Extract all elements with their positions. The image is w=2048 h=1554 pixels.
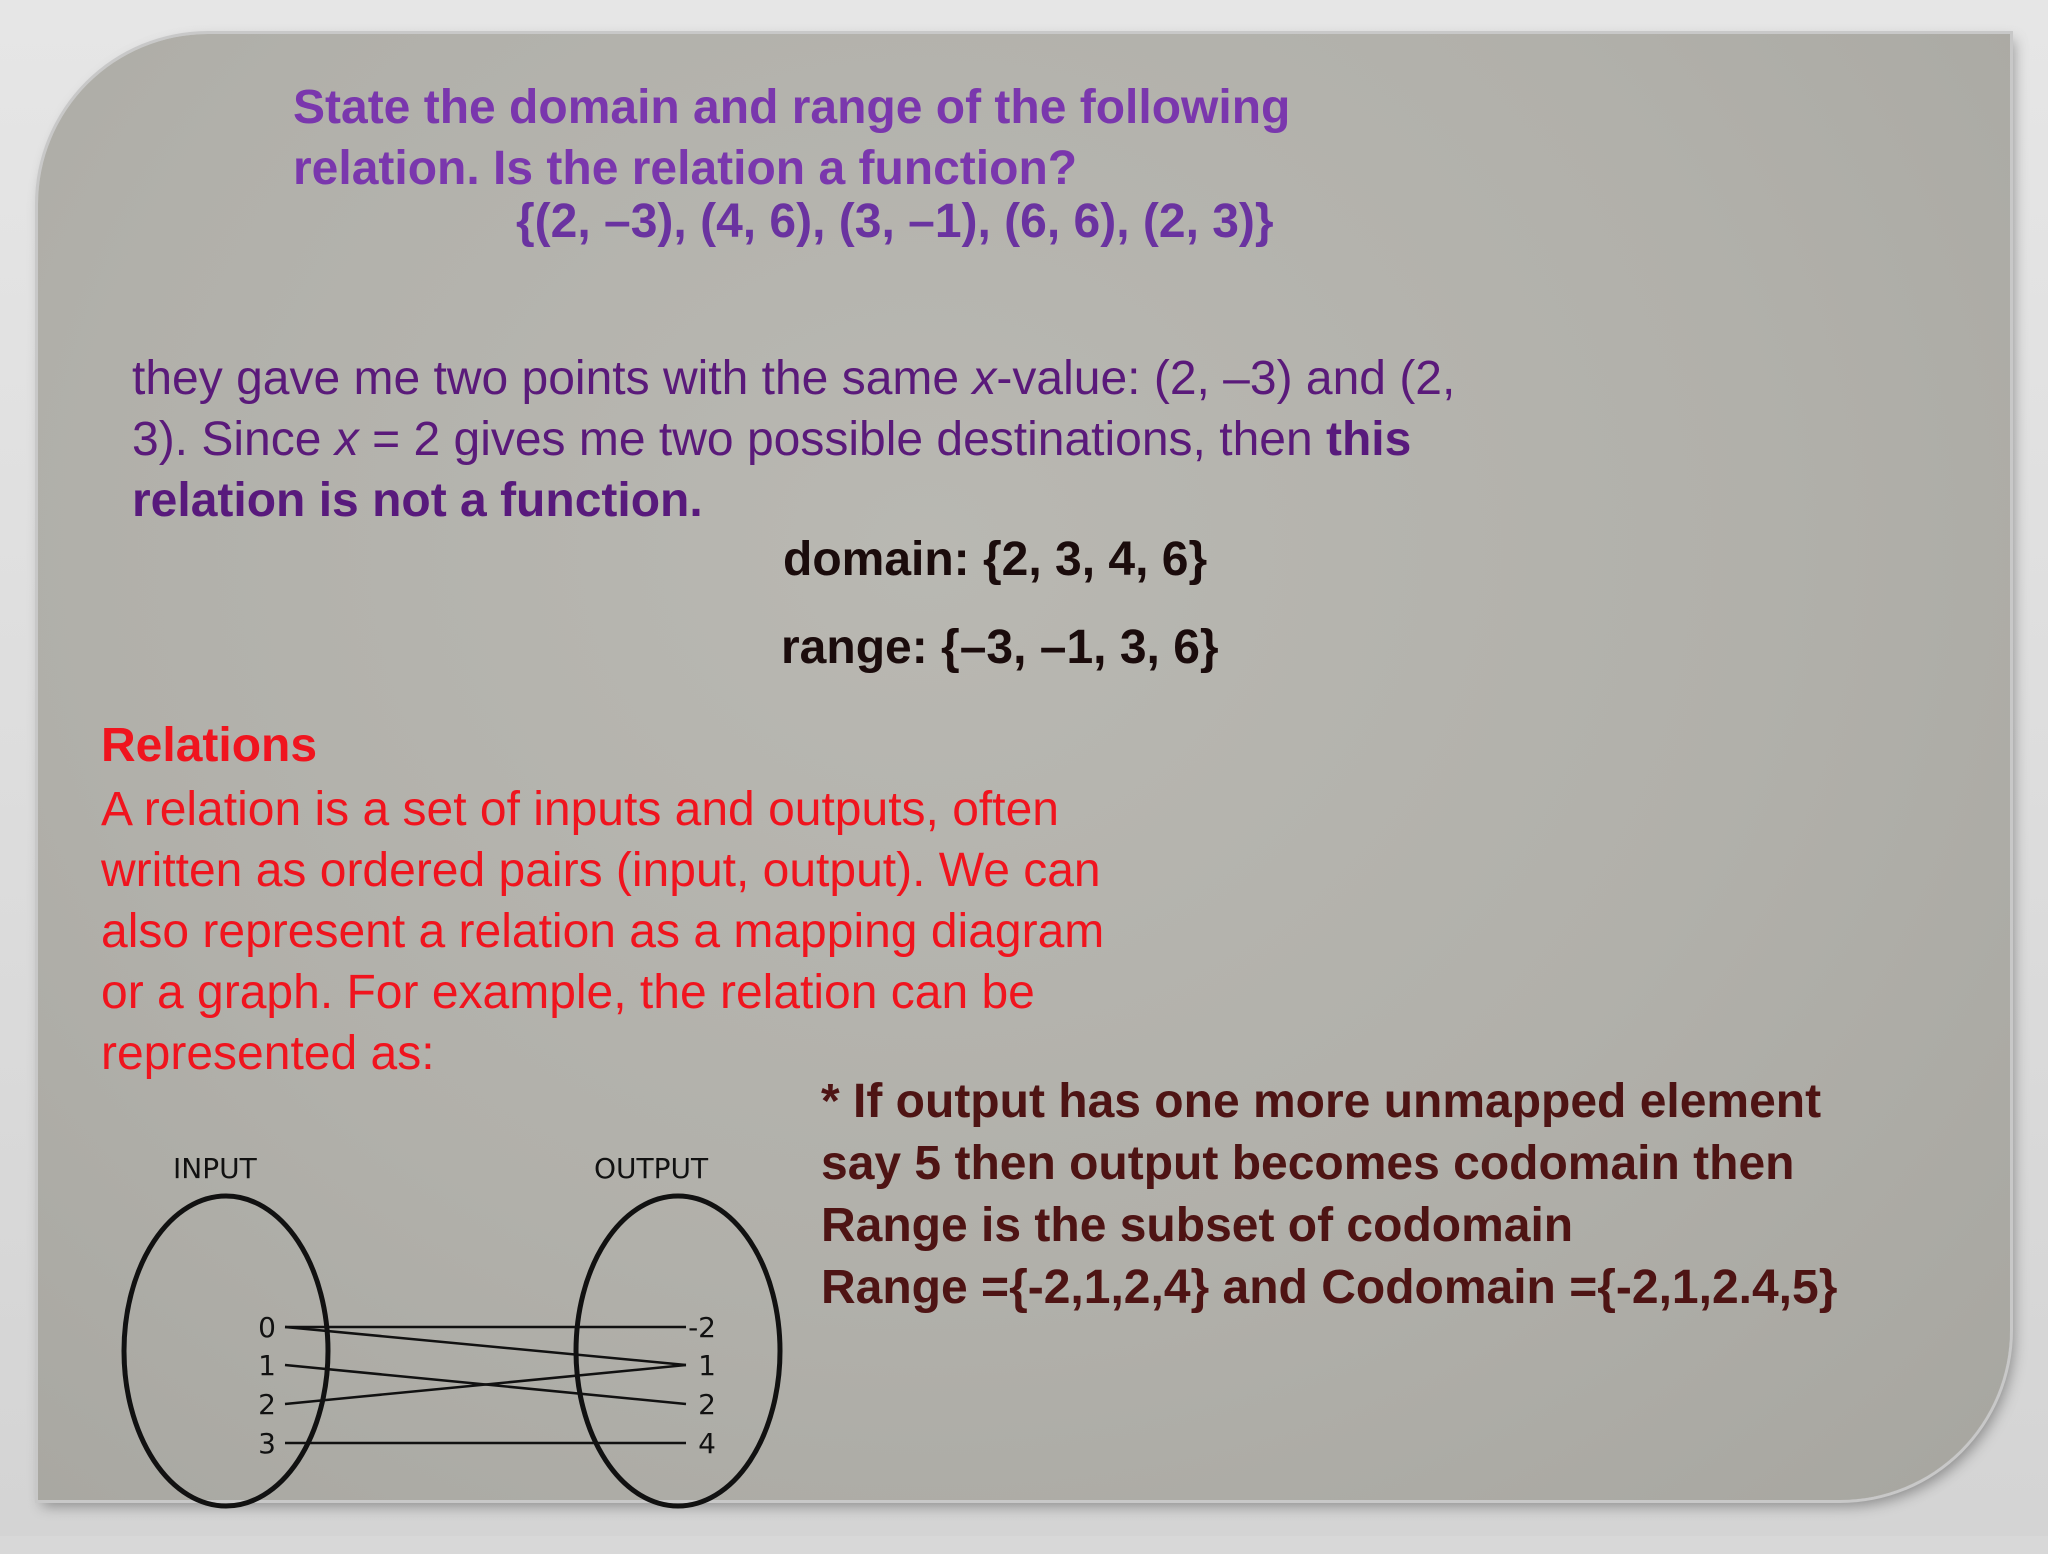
- input-value: 0: [258, 1311, 276, 1344]
- relation-set: {(2, –3), (4, 6), (3, –1), (6, 6), (2, 3)}: [516, 195, 1274, 248]
- mapping-arrow: [285, 1327, 686, 1365]
- input-value: 2: [258, 1388, 276, 1421]
- range-answer: range: {–3, –1, 3, 6}: [781, 621, 1219, 674]
- output-value: 1: [698, 1349, 716, 1382]
- input-values: [258, 1311, 276, 1460]
- note-line-1: * If output has one more unmapped element: [821, 1075, 1822, 1128]
- note-line-4: Range ={-2,1,2,4} and Codomain ={-2,1,2.4,5}: [821, 1261, 1838, 1314]
- output-label: OUTPUT: [594, 1152, 709, 1185]
- conclusion-text: relation is not a function.: [132, 474, 703, 527]
- variable-x: x: [972, 352, 997, 405]
- slide: [38, 34, 2010, 1500]
- input-value: 3: [258, 1427, 276, 1460]
- explanation-text: they gave me two points with the same: [132, 352, 973, 405]
- question-line-2: relation. Is the relation a function?: [293, 142, 1078, 195]
- variable-x: x: [334, 413, 359, 466]
- domain-answer: domain: {2, 3, 4, 6}: [783, 533, 1208, 586]
- output-value: 4: [698, 1427, 716, 1460]
- conclusion-text: this: [1325, 413, 1412, 466]
- explanation-text: 3). Since: [132, 413, 335, 466]
- input-value: 1: [258, 1349, 276, 1382]
- explanation-line-1: [132, 348, 1455, 409]
- explanation-line-3: [132, 470, 703, 531]
- note-line-3: Range is the subset of codomain: [821, 1199, 1574, 1252]
- explanation-text: = 2 gives me two possible destinations, then: [358, 413, 1326, 466]
- relations-line-1: A relation is a set of inputs and outputs, often: [101, 783, 1059, 836]
- note-line-2: say 5 then output becomes codomain then: [821, 1137, 1795, 1190]
- input-oval: [124, 1196, 328, 1506]
- relations-line-3: also represent a relation as a mapping diagram: [101, 905, 1105, 958]
- relations-line-2: written as ordered pairs (input, output). We can: [101, 844, 1101, 897]
- relations-heading: Relations: [101, 719, 318, 772]
- explanation-text: -value: (2, –3) and (2,: [996, 352, 1456, 405]
- mapping-diagram: [108, 1124, 848, 1554]
- output-value: -2: [688, 1311, 716, 1344]
- explanation-line-2: [132, 409, 1411, 470]
- mapping-lines: [285, 1327, 686, 1443]
- output-values: [688, 1311, 716, 1460]
- input-label: INPUT: [173, 1152, 257, 1185]
- output-oval: [576, 1196, 780, 1506]
- relations-line-5: represented as:: [101, 1027, 435, 1080]
- output-value: 2: [698, 1388, 716, 1421]
- question-line-1: State the domain and range of the following: [293, 81, 1291, 134]
- relations-line-4: or a graph. For example, the relation can be: [101, 966, 1035, 1019]
